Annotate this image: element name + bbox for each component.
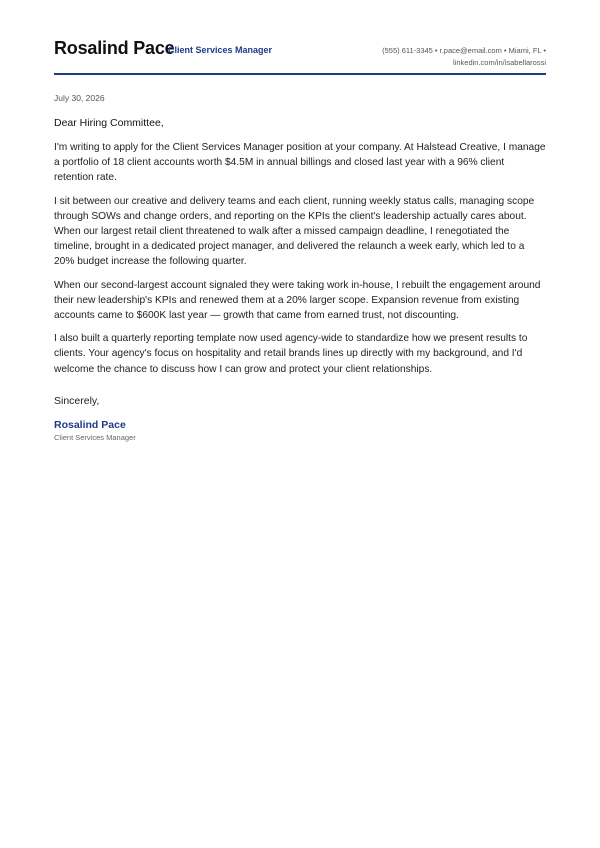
signature-role: Client Services Manager [54, 433, 136, 442]
body-paragraph: When our second-largest account signaled they were taking work in-house, I rebuilt the engagement around their new leadership's KPIs and renewed them at a 20% larger scope. Expansion revenue from existing accounts came to $600K last year — growth that came from earned trust, not discounting. [54, 279, 541, 322]
letter-date: July 30, 2026 [54, 93, 105, 103]
header-divider [54, 73, 546, 75]
body-paragraph: I'm writing to apply for the Client Services Manager position at your company. At Halstead Creative, I manage a portfolio of 18 client accounts worth $4.5M in annual billings and closed last year with a 96% client retention rate. [54, 142, 546, 184]
applicant-name: Rosalind Pace [54, 38, 175, 58]
letter-body [54, 140, 546, 385]
contact-info [346, 45, 546, 69]
contact-line-2: linkedin.com/in/isabellarossi [453, 58, 546, 67]
contact-line-1: (555) 611-3345 • r.pace@email.com • Miami, FL • [382, 46, 546, 55]
signature-name: Rosalind Pace [54, 419, 126, 431]
body-paragraph: I sit between our creative and delivery teams and each client, running weekly status calls, managing scope through SOWs and change orders, and reporting on the KPIs the client's leadership actually cares about. When our largest retail client threatened to walk after a missed campaign deadline, I renegotiated the timeline, brought in a dedicated project manager, and delivered the relaunch a week early, which led to a 20% budget increase the following quarter. [54, 195, 535, 268]
salutation: Dear Hiring Committee, [54, 117, 164, 129]
applicant-role: Client Services Manager [168, 45, 273, 55]
body-paragraph: I also built a quarterly reporting template now used agency-wide to standardize how we present results to clients. Your agency's focus on hospitality and retail brands lines up directly with my background, and I'd welcome the chance to discuss how I can grow and protect your client relationships. [54, 333, 528, 375]
closing: Sincerely, [54, 395, 100, 407]
